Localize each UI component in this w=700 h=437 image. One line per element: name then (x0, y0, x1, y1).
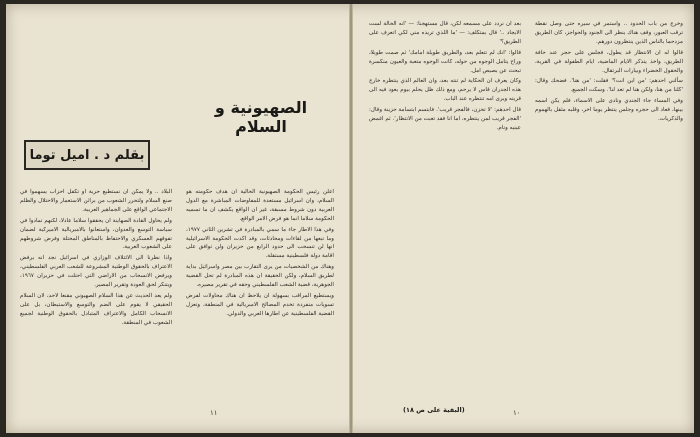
article-title: الصهيونية و السلام (214, 98, 308, 136)
paragraph: وفي هذا الاطار جاء ما سمي بالمبادرة في تشرين الثاني ١٩٧٧، وما تبعها من لقاءات ومحادثات، وقد اكدت الحكومة الاسرائيلية انها لن تنسحب الى حدود الرابع من حزيران ولن توافق على اقامة دولة فلسطينية مستقلة. (186, 226, 334, 260)
paragraph: وكان يعرف ان الحكاية لم تنته بعد، وان العالم الذي ينتظره خارج هذه الجدران قاس لا يرحم، ومع ذلك ظل يحلم بيوم يعود فيه الى قريته ويرى امه تنتظره عند الباب. (369, 78, 521, 103)
paragraph: اعلن رئيس الحكومة الصهيونية الحالية ان هدف حكومته هو السلام، وان اسرائيل مستعدة للمفاوضات المباشرة مع الدول العربية دون شروط مسبقة، غير ان الواقع يكشف ان ما تسميه الحكومة سلاما انما هو فرض الامر الواقع. (186, 189, 334, 222)
paragraph: وهناك من الشخصيات من يرى التقارب بين مصر واسرائيل بداية لطريق السلام، ولكن الحقيقة ان هذه المبادرة لم تحل القضية الجوهرية، قضية الشعب الفلسطيني وحقه في تقرير مصيره. (186, 264, 334, 289)
left-page-right-column (186, 188, 334, 398)
page-number: ١١ (210, 409, 218, 417)
article-byline: بقلم د . اميل توما (29, 147, 145, 163)
continued-notice: (البقية على ص ١٨) (403, 406, 465, 414)
paragraph: واذا نظرنا الى الائتلاف الوزاري في اسرائيل نجد انه يرفض الاعتراف بالحقوق الوطنية المشروعة للشعب العربي الفلسطيني، ويرفض الانسحاب من الاراضي التي احتلت في حزيران ١٩٦٧، ويتنكر لحق العودة وتقرير المصير. (20, 255, 172, 289)
paragraph: بعد ان نردد على مسمعه لكن، قال مستهجنا: — 'انه الحالة لست الايجاد ..' قال بمتكلف: — 'ما اللذي تريده مني لكي اتعرف على الطريق؟' (369, 21, 521, 45)
paragraph: قالوا: 'انك لم تتعلم بعد، والطريق طويلة امامك' ثم صمت طويلا، وراح يتامل الوجوه من حوله، كانت الوجوه متعبة والعيون منكسرة تبحث عن بصيص امل. (369, 49, 521, 74)
paragraph: سألني احدهم: 'من اين انت؟' فقلت: 'من هنا'. فضحك وقال: 'كلنا من هنا، ولكن هنا لم تعد لنا'. وسكت الجميع. (535, 78, 683, 94)
byline-box (24, 140, 150, 170)
paragraph: وفي المساء جاء الجندي ونادى على الاسماء، فلم يكن اسمه بينها، فعاد الى حجره وجلس ينتظر يوما اخر، وقلبه مثقل بالهموم والذكريات. (535, 98, 683, 123)
magazine-spread (6, 4, 694, 433)
paragraph: البلاد .. ولا يمكن ان نستطيع حرية او تكفل احزاب يسهموا في صنع السلام ولتحرر الشعوب من براثن الاستعمار والاحتلال والظلم الاجتماعي الواقع على الجماهير العربية. (20, 189, 172, 213)
paragraph: ولم يعد الحديث عن هذا السلام الصهيوني مقنعا لاحد، لان السلام الحقيقي لا يقوم على الضم والتوسع والاستيطان، بل على الانسحاب الكامل والاعتراف المتبادل بالحقوق الوطنية لجميع الشعوب في المنطقة. (20, 292, 172, 326)
right-page (353, 4, 694, 433)
paragraph: ويستطيع المراقب بسهولة ان يلاحظ ان هناك محاولات لفرض تسويات منفردة تخدم المصالح الامبريالية في المنطقة، وتعزل القضية الفلسطينية عن اطارها العربي والدولي. (186, 292, 334, 317)
paragraph: ولم يحاول القادة الصهاينة ان يحققوا سلاما عادلا، لكنهم تمادوا في سياسة التوسع والعدوان، واستعانوا بالامبريالية الاميركية لضمان تفوقهم العسكري والاحتفاظ بالمناطق المحتلة وفرض شروطهم على الشعوب العربية. (20, 217, 172, 251)
page-number: ١٠ (513, 409, 521, 417)
right-page-left-column (369, 20, 521, 402)
paragraph: قال احدهم: 'لا تحزن، فالفجر قريب'. فابتسم ابتسامة حزينة وقال: 'الفجر قريب لمن ينتظره، اما انا فقد تعبت من الانتظار'. ثم اغمض عينيه ونام. (369, 107, 521, 131)
right-page-right-column (535, 20, 683, 402)
left-page (6, 4, 349, 433)
paragraph: وخرج من باب الحدود .. واستمر في سيره حتى وصل نقطة ترقب العبور، وقف هناك ينظر الى الجنود والحواجز، كان الطريق مزدحما بالناس الذين ينتظرون دورهم. (535, 21, 683, 45)
paragraph: قالوا له ان الانتظار قد يطول، فجلس على حجر عند حافة الطريق، واخذ يتذكر الايام الماضية، ايام الطفولة في القرية، والحقول الخضراء وبيارات البرتقال. (535, 49, 683, 74)
left-page-left-column (20, 188, 172, 398)
